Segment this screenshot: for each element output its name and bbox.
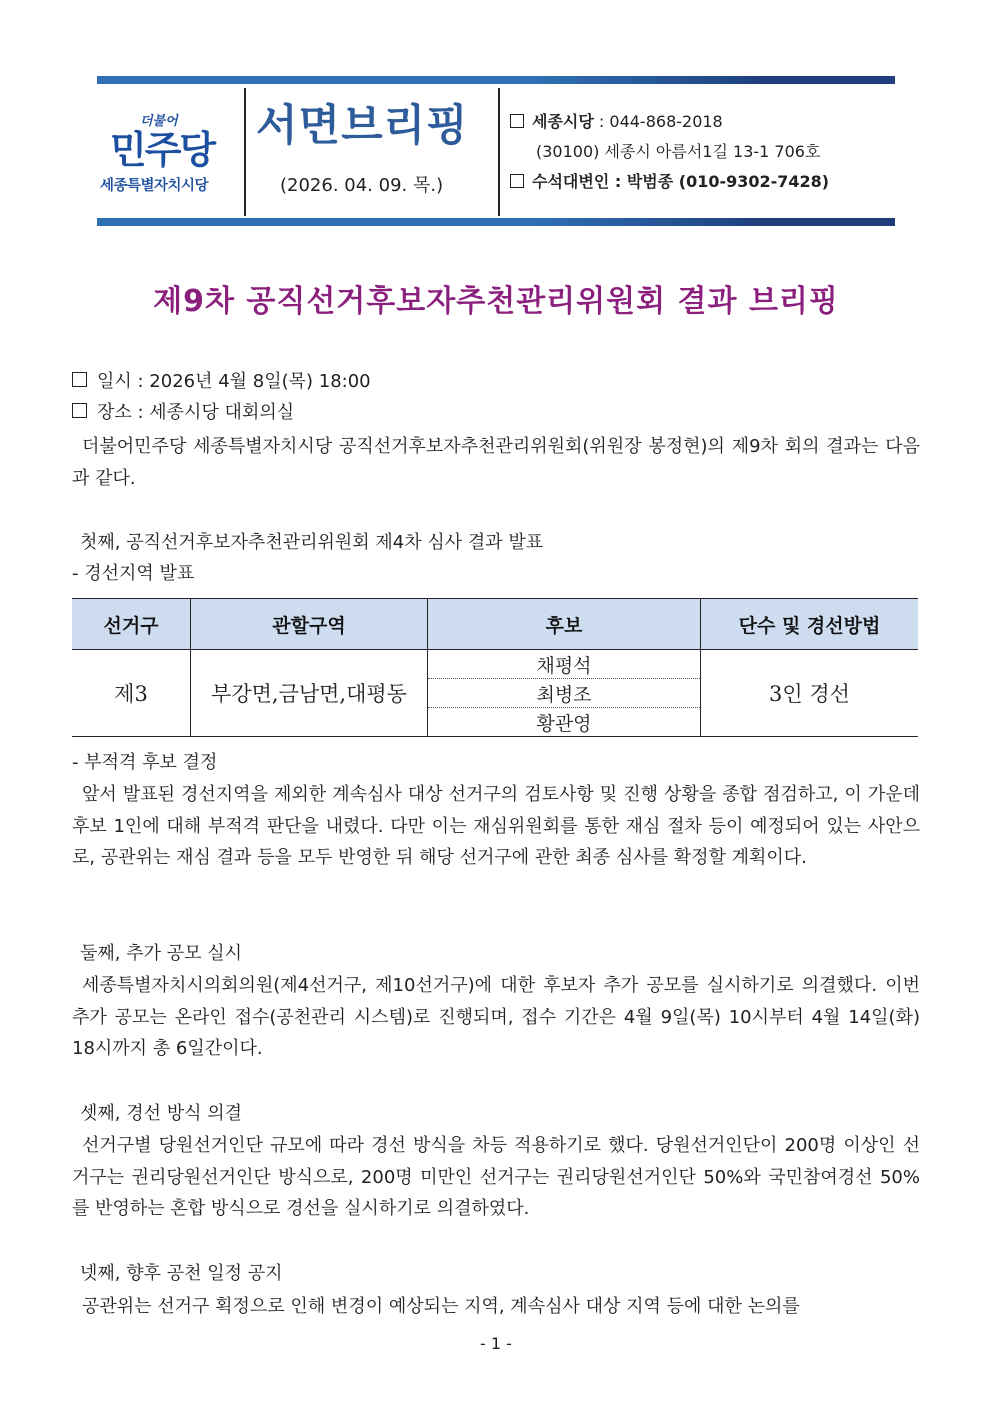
section1-sub1: - 경선지역 발표 <box>72 563 195 584</box>
col-header-candidates: 후보 <box>428 599 701 650</box>
office-label: 세종시당 <box>532 112 594 131</box>
intro-paragraph: 더불어민주당 세종특별자치시당 공직선거후보자추천관리위원회(위원장 봉정현)의 제9차 회의 결과는 다음과 같다. <box>72 436 920 489</box>
contact-address: (30100) 세종시 아름서1길 13-1 706호 <box>536 142 821 161</box>
briefing-type-title: 서면브리핑 <box>256 101 469 151</box>
cell-candidate: 채평석 <box>428 650 701 679</box>
header-bottom-bar <box>97 218 895 226</box>
section2-heading: 둘째, 추가 공모 실시 <box>80 943 242 964</box>
logo-small-text: 더불어 <box>140 114 178 129</box>
cell-method: 3인 경선 <box>701 650 919 737</box>
table-row <box>72 650 918 679</box>
checkbox-square-icon <box>510 174 524 188</box>
section1-heading: 첫째, 공직선거후보자추천관리위원회 제4차 심사 결과 발표 <box>80 532 544 553</box>
section2-paragraph: 세종특별자치시의회의원(제4선거구, 제10선거구)에 대한 후보자 추가 공모를 실시하기로 의결했다. 이번 추가 공모는 온라인 접수(공천관리 시스템)로 진행되며, 접수 기간은 4월 9일(목) 10시부터 4월 14일(화) 18시까지 총 6일간이다. <box>72 975 920 1059</box>
header-divider-right <box>498 88 500 216</box>
party-logo <box>100 108 242 204</box>
section3-paragraph: 선거구별 당원선거인단 규모에 따라 경선 방식을 차등 적용하기로 했다. 당원선거인단이 200명 이상인 선거구는 권리당원선거인단 방식으로, 200명 미만인 선거구는 권리당원선거인단 50%와 국민참여경선 50%를 반영하는 혼합 방식으로 경선을 실시하기로 의결하였다. <box>72 1135 920 1219</box>
meta-date <box>72 369 371 395</box>
cell-candidate: 황관영 <box>536 712 592 735</box>
section1-sub2: - 부적격 후보 결정 <box>72 752 218 773</box>
checkbox-square-icon <box>510 114 524 128</box>
primary-district-table <box>72 598 918 737</box>
spokesperson-text: 수석대변인 : 박범종 (010-9302-7428) <box>532 172 830 191</box>
document-title: 제9차 공직선거후보자추천관리위원회 결과 브리핑 <box>153 284 839 319</box>
contact-spokesperson <box>510 170 829 194</box>
page-number: - 1 - <box>480 1334 512 1353</box>
section1-paragraph: 앞서 발표된 경선지역을 제외한 계속심사 대상 선거구의 검토사항 및 진행 상황을 종합 점검하고, 이 가운데 후보 1인에 대해 부적격 판단을 내렸다. 다만 이는 재심위원회를 통한 재심 절차 등이 예정되어 있는 사안으로, 공관위는 재심 결과 등을 모두 반영한 뒤 해당 선거구에 관한 최종 심사를 확정할 계획이다. <box>72 784 920 868</box>
meta-place-text: 장소 : 세종시당 대회의실 <box>97 402 295 423</box>
checkbox-square-icon <box>72 403 87 418</box>
logo-main-text: 민주당 <box>110 128 215 172</box>
cell-candidate: 최병조 <box>428 679 701 708</box>
meta-place <box>72 400 294 426</box>
contact-office <box>510 110 723 134</box>
logo-sub-text: 세종특별자치시당 <box>100 178 209 194</box>
section4-heading: 넷째, 향후 공천 일정 공지 <box>80 1263 283 1284</box>
cell-district: 제3 <box>72 650 191 737</box>
briefing-date: (2026. 04. 09. 목.) <box>280 175 444 196</box>
section3-heading: 셋째, 경선 방식 의결 <box>80 1103 242 1124</box>
office-phone: : 044-868-2018 <box>593 112 723 131</box>
table-header-row <box>72 599 918 650</box>
cell-area: 부강면,금남면,대평동 <box>191 650 428 737</box>
col-header-method: 단수 및 경선방법 <box>701 599 919 650</box>
section4-paragraph: 공관위는 선거구 획정으로 인해 변경이 예상되는 지역, 계속심사 대상 지역 등에 대한 논의를 <box>82 1296 800 1317</box>
meta-date-text: 일시 : 2026년 4월 8일(목) 18:00 <box>97 371 371 392</box>
checkbox-square-icon <box>72 372 87 387</box>
header-divider-left <box>244 88 246 216</box>
header-top-bar <box>97 76 895 84</box>
col-header-area: 관할구역 <box>191 599 428 650</box>
col-header-district: 선거구 <box>72 599 191 650</box>
